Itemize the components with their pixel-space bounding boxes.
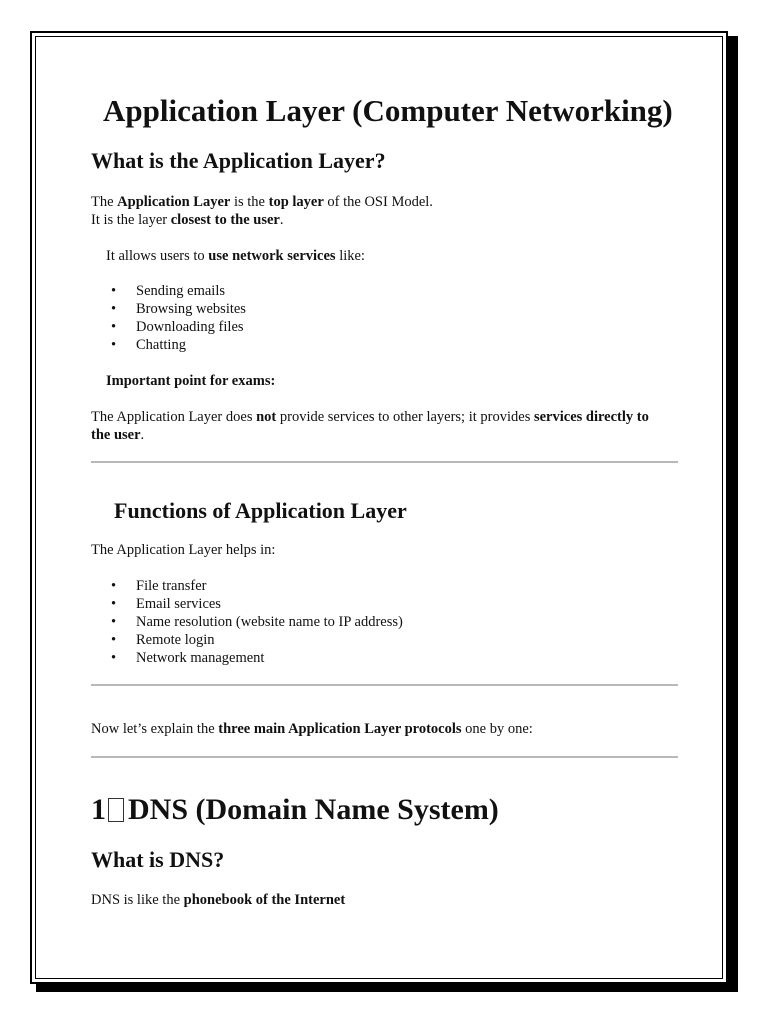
text-run: . <box>140 427 145 443</box>
important-point-label <box>106 372 275 390</box>
bold-run: Important point for exams: <box>106 373 276 389</box>
services-paragraph <box>106 247 365 265</box>
horizontal-rule <box>91 461 678 463</box>
list-item: • Name resolution (website name to IP address) <box>91 613 403 631</box>
document-title: Application Layer (Computer Networking) <box>103 93 673 128</box>
list-item: • File transfer <box>91 577 403 595</box>
text-run: . <box>279 212 284 228</box>
section-heading-functions: Functions of Application Layer <box>114 498 407 523</box>
horizontal-rule <box>91 684 678 686</box>
section-heading-what-is-application-layer: What is the Application Layer? <box>91 148 386 173</box>
list-item: • Network management <box>91 649 403 667</box>
text-run: of the OSI Model. <box>323 194 433 210</box>
list-item: • Sending emails <box>91 282 246 300</box>
text-run: like: <box>335 248 365 264</box>
text-run: It is the layer <box>91 212 171 228</box>
bold-run: the user <box>91 427 141 443</box>
functions-intro: The Application Layer helps in: <box>91 542 276 558</box>
bold-run: use network services <box>208 248 336 264</box>
list-item: • Browsing websites <box>91 300 246 318</box>
functions-list <box>91 577 403 667</box>
bold-run: closest to the user <box>170 212 280 228</box>
section-number: 1 <box>91 793 106 826</box>
exam-note-paragraph <box>91 408 649 444</box>
text-run: one by one: <box>461 721 533 737</box>
horizontal-rule <box>91 756 678 758</box>
bold-run: three main Application Layer protocols <box>218 721 462 737</box>
list-item: • Downloading files <box>91 318 246 336</box>
dns-paragraph <box>91 891 345 909</box>
bold-run: services directly to <box>533 409 649 425</box>
bold-run: phonebook of the Internet <box>183 892 346 908</box>
list-item: • Chatting <box>91 336 246 354</box>
dns-heading <box>91 791 499 829</box>
protocols-intro-paragraph <box>91 720 533 738</box>
text-run: DNS is like the <box>91 892 184 908</box>
dns-subheading: What is DNS? <box>91 847 225 872</box>
text-run: It allows users to <box>106 248 209 264</box>
missing-glyph-icon <box>108 798 124 822</box>
dns-heading-text: DNS (Domain Name System) <box>128 793 499 826</box>
bold-run: top layer <box>268 194 324 210</box>
services-list <box>91 282 246 354</box>
text-run: provide services to other layers; it provides <box>276 409 534 425</box>
bold-run: not <box>256 409 277 425</box>
intro-paragraph <box>91 193 433 229</box>
text-run: The Application Layer does <box>91 409 257 425</box>
text-run: The <box>91 194 118 210</box>
text-run: Now let’s explain the <box>91 721 219 737</box>
list-item: • Email services <box>91 595 403 613</box>
bold-run: Application Layer <box>117 194 231 210</box>
text-run: is the <box>230 194 269 210</box>
list-item: • Remote login <box>91 631 403 649</box>
